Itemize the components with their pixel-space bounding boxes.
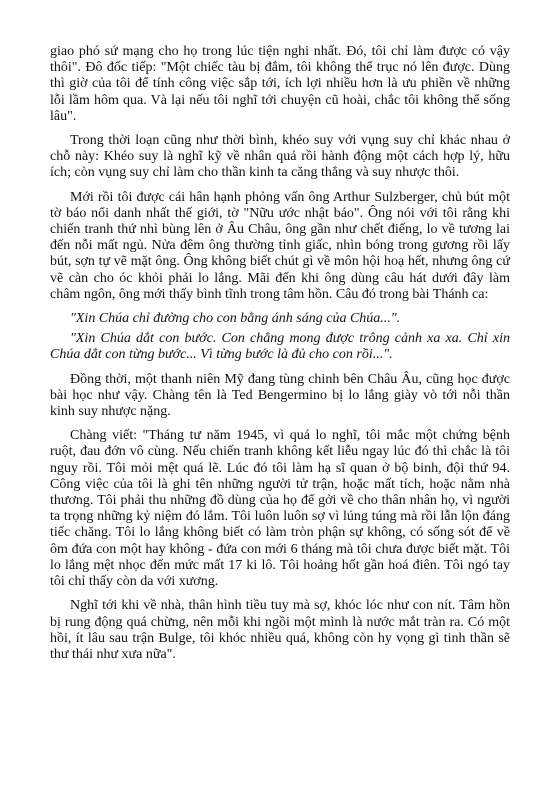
hymn-quote-1: "Xin Chúa chỉ đường cho con bằng ánh sáng của Chúa...". [70, 311, 401, 327]
paragraph-ted-bengermino: Đồng thời, một thanh niên Mỹ đang tùng chinh bên Châu Âu, cũng học được bài học như vậy. Chàng tên là Ted Bengermino bị lo lắng giày vò tới nỗi thần kinh suy nhược nặng. [50, 371, 510, 420]
paragraph-continued: giao phó sứ mạng cho họ trong lúc tiện nghi nhất. Đó, tôi chỉ làm được có vậy thôi". Đô đốc tiếp: "Một chiếc tàu bị đắm, tôi không thể trục nó lên được. Dùng thì giờ của tôi để tính công việc sắp tới, ích lợi nhiều hơn là ưu phiền về những lỗi lầm hôm qua. Và lại nếu tôi nghĩ tới chuyện cũ hoài, chắc tôi không thể sống lâu". [50, 44, 510, 124]
hymn-quote-2: "Xin Chúa dắt con bước. Con chẳng mong được trông cảnh xa xa. Chỉ xin Chúa dắt con từng bước... Vì từng bước là đủ cho con rồi...". [50, 331, 510, 363]
paragraph-wartime-thinking: Trong thời loạn cũng như thời bình, khéo suy với vụng suy chỉ khác nhau ở chỗ này: Khéo suy là nghĩ kỹ về nhân quả rồi hành động một cách hợp lý, hữu ích; còn vụng suy chỉ làm cho thần kinh ta căng thẳng và suy nhược thôi. [50, 133, 510, 181]
paragraph-sulzberger: Mới rồi tôi được cái hân hạnh phỏng vấn ông Arthur Sulzberger, chủ bút một tờ báo nổi danh nhất thế giới, tờ "Nữu ước nhật báo". Ông nói với tôi rằng khi chiến tranh thứ nhì bùng lên ở Âu Châu, ông gần như chết điếng, lo về tương lai đến nỗi mất ngủ. Nửa đêm ông thường tỉnh giấc, nhìn bóng trong gương rồi lấy bút, sợn tự vẽ mặt ông. Ông không biết chút gì về môn hội hoạ hết, nhưng ông cứ vẽ càn cho óc khỏi phải lo lắng. Mãi đến khi ông dùng câu hát dưới đây làm châm ngôn, ông mới thấy bình tĩnh trong tâm hồn. Câu đó trong bài Thánh ca: [50, 189, 510, 302]
paragraph-letter-2: Nghĩ tới khi về nhà, thân hình tiều tuy mà sợ, khóc lóc như con nít. Tâm hồn bị rung động quá chừng, nên mỗi khi ngồi một mình là nước mắt tràn ra. Có một hồi, ít lâu sau trận Bulge, tôi khóc nhiều quá, không còn hy vọng gì tinh thần sẽ thư thái như xưa nữa". [50, 598, 510, 662]
paragraph-letter-1: Chàng viết: "Tháng tư năm 1945, vì quá lo nghĩ, tôi mắc một chứng bệnh ruột, đau đớn vô cùng. Nếu chiến tranh không kết liễu ngay lúc đó thì chắc là tôi nguy rồi. Tôi mỏi mệt quá lẽ. Lúc đó tôi làm hạ sĩ quan ở bộ binh, đội thứ 94. Công việc của tôi là ghi tên những người tử trận, hoặc mất tích, hoặc nằm nhà thương. Tôi phải thu những đồ dùng của họ để gởi về cho thân nhân họ, vì người ta trọng những kỷ niệm đó lắm. Tôi luôn luôn sợ vì lúng túng mà rồi lẫn lộn đáng tiếc chăng. Tôi lo lắng không biết có làm tròn phận sự không, có sống sót để về ôm đứa con một hay không - đứa con mới 6 tháng mà tôi chưa được biết mặt. Tôi lo lắng mệt nhọc đến mức mất 17 ki lô. Tôi hoảng hốt gần hoá điên. Tôi ngó tay tôi chỉ thấy còn da với xương. [50, 428, 510, 590]
